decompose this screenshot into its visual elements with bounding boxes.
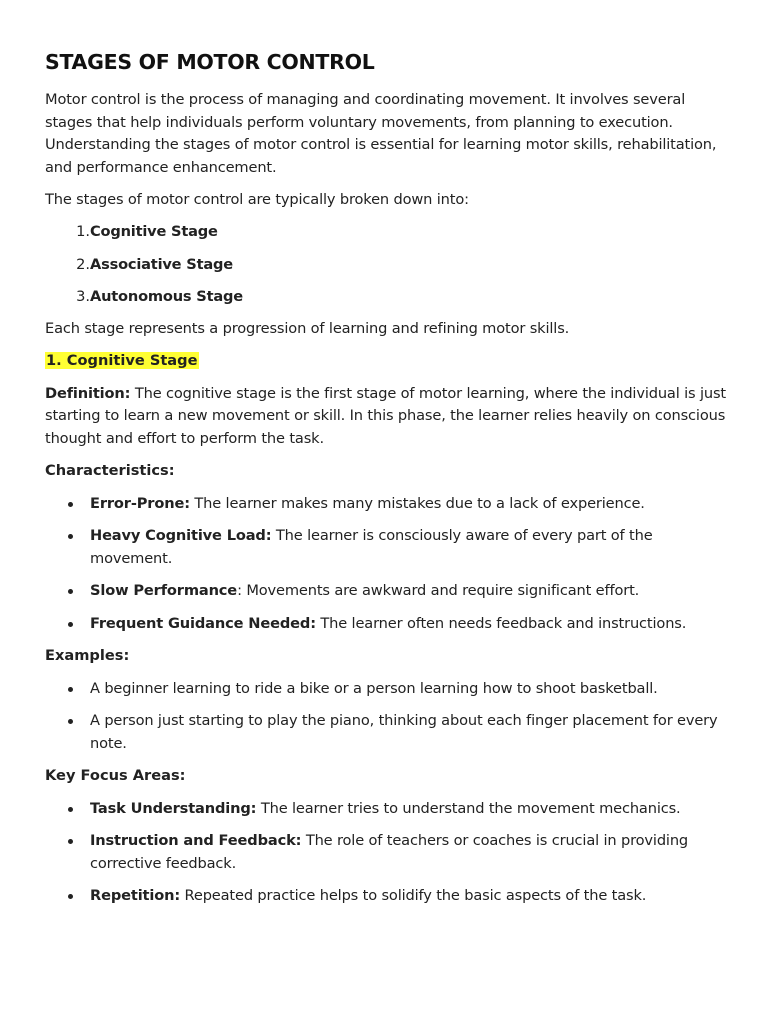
stage-label: Cognitive Stage xyxy=(90,223,218,240)
page-title: STAGES OF MOTOR CONTROL xyxy=(45,50,375,74)
stage-number: 3. xyxy=(76,288,90,305)
list-item xyxy=(45,798,730,821)
item-text: The learner is consciously aware of every part of the movement. xyxy=(90,527,653,567)
list-item xyxy=(45,525,730,570)
progression-paragraph: Each stage represents a progression of learning and refining motor skills. xyxy=(45,319,570,337)
item-text: The learner tries to understand the movement mechanics. xyxy=(256,799,681,817)
highlighted-heading-text: 1. Cognitive Stage xyxy=(46,352,198,369)
item-label: Task Understanding: xyxy=(90,799,257,817)
item-text: A person just starting to play the piano, thinking about each finger placement for every note. xyxy=(90,712,718,752)
list-item xyxy=(45,678,730,701)
list-item xyxy=(45,580,730,603)
stages-lead-paragraph: The stages of motor control are typically broken down into: xyxy=(45,190,469,208)
definition-text: The cognitive stage is the first stage of motor learning, where the individual is just starting to learn a new movement or skill. In this phase, the learner relies heavily on conscious thought and effort to perform the task. xyxy=(45,384,726,447)
list-item xyxy=(45,493,730,516)
intro-paragraph: Motor control is the process of managing and coordinating movement. It involves several stages that help individuals perform voluntary movements, from planning to execution. Understanding the stages of motor control is essential for learning motor skills, rehabilitation, and performance enhancement. xyxy=(45,91,717,176)
stage-number: 2. xyxy=(76,255,90,273)
item-text: A beginner learning to ride a bike or a person learning how to shoot basketball. xyxy=(90,679,658,697)
bullet-icon xyxy=(45,678,90,701)
stage-number: 1. xyxy=(76,223,90,240)
examples-heading: Examples: xyxy=(45,647,130,664)
stage-list-item xyxy=(45,286,730,309)
item-text: The role of teachers or coaches is crucial in providing corrective feedback. xyxy=(90,832,689,872)
examples-list xyxy=(45,678,730,756)
item-label: Error-Prone: xyxy=(90,494,190,512)
bullet-icon xyxy=(45,493,90,516)
list-item xyxy=(45,885,730,908)
item-label: Slow Performance xyxy=(90,582,238,599)
characteristics-heading: Characteristics: xyxy=(45,462,175,479)
list-item xyxy=(45,613,730,636)
definition-label: Definition: xyxy=(45,384,131,402)
stage-label: Autonomous Stage xyxy=(90,288,243,305)
definition-paragraph xyxy=(45,383,730,451)
cognitive-stage-heading xyxy=(45,350,730,373)
list-item xyxy=(45,830,730,875)
bullet-icon xyxy=(45,798,90,821)
bullet-icon xyxy=(45,710,90,755)
bullet-icon xyxy=(45,580,90,603)
stage-list-item xyxy=(45,254,730,277)
stage-list-item xyxy=(45,221,730,244)
stages-list xyxy=(45,221,730,309)
item-label: Heavy Cognitive Load: xyxy=(90,527,272,544)
item-text: The learner makes many mistakes due to a lack of experience. xyxy=(189,494,645,512)
bullet-icon xyxy=(45,830,90,875)
item-label: Instruction and Feedback: xyxy=(90,832,302,849)
key-focus-heading: Key Focus Areas: xyxy=(45,767,186,784)
key-focus-list xyxy=(45,798,730,908)
bullet-icon xyxy=(45,525,90,570)
item-text: The learner often needs feedback and instructions. xyxy=(315,614,687,632)
stage-label: Associative Stage xyxy=(90,255,233,273)
document-page xyxy=(45,48,730,918)
item-label: Frequent Guidance Needed: xyxy=(90,614,316,632)
item-text: Repeated practice helps to solidify the basic aspects of the task. xyxy=(180,887,647,904)
item-text: : Movements are awkward and require significant effort. xyxy=(237,582,640,599)
list-item xyxy=(45,710,730,755)
item-label: Repetition: xyxy=(90,887,181,904)
bullet-icon xyxy=(45,613,90,636)
characteristics-list xyxy=(45,493,730,636)
bullet-icon xyxy=(45,885,90,908)
